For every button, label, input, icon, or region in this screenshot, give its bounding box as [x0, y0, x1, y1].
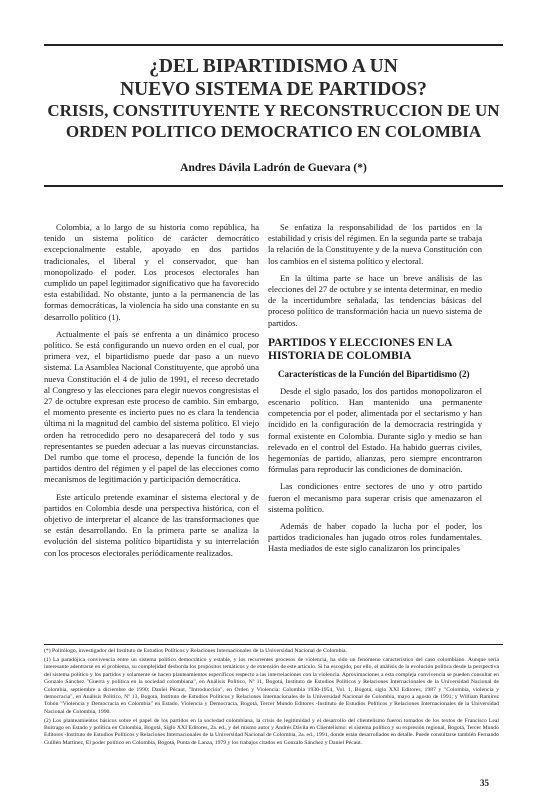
subsection-heading: Características de la Función del Bipartidismo (2): [278, 368, 470, 379]
paragraph: Este artículo pretende examinar el sistema electoral y de partidos en Colombia desde una perspectiva histórica, con el objetivo de interpretar el alcance de las transformaciones que se están desarrollando. En la primera parte se analiza la evolución del sistema político bipartidista y su interrelación con los procesos electorales periódicamente realizados.: [44, 491, 259, 558]
author-rule: [44, 185, 503, 187]
footnote-rule: [44, 644, 503, 645]
section-heading: PARTIDOS Y ELECCIONES EN LA HISTORIA DE COLOMBIA: [268, 336, 452, 362]
footnote-2: (2) Los planteamientos básicos sobre el papel de los partidos en la sociedad colombiana, la crisis de legitimidad y el desarrollo del clientelismo fueron tomados de los textos de Francisco Leal Buitrago en Estado y política en Colombia, Bogotá, Siglo XXI Editores, 2a. ed., y del mismo autor y Andrés Dávila en Clientelismo: el sistema político y su expresión regional, Bogotá, Tercer Mundo Editores -Instituto de Estudios Políticos y Relaciones Internacionales de la Universidad Nacional de Colombia, 2a. ed., 1991, donde están desarrollados en detalle. Puede consultarse también Fernando Guillén Martínez, El poder político en Colombia, Bogotá, Punta de Lanza, 1979 y los trabajos citados en Gonzalo Sánchez y Daniel Pécaut.: [44, 717, 499, 746]
subtitle-line-1: CRISIS, CONSTITUYENTE Y RECONSTRUCCION DE UN: [47, 101, 500, 120]
paragraph: Se enfatiza la responsabilidad de los partidos en la estabilidad y crisis del régimen. En la segunda parte se trabaja la relación de la Constituyente y de la nueva Constitución con los cambios en el sistema político y electoral.: [268, 222, 482, 266]
paragraph: Colombia, a lo largo de su historia como república, ha tenido un sistema político de carácter democrático excepcionalmente estable, apoyado en dos partidos tradicionales, el liberal y el conservador, que han monopolizado el poder. Los procesos electorales han cumplido un papel legitimador significativo que ha favorecido esta estabilidad. No obstante, junto a la permanencia de las formas democráticas, la violencia ha sido una constante en su desarrollo político (1).: [44, 222, 259, 322]
paragraph: Además de haber copado la lucha por el poder, los partidos tradicionales han jugado otros roles fundamentales. Hasta mediados de este siglo canalizaron los principales: [268, 521, 482, 554]
article-title: [44, 55, 503, 101]
paragraph: Desde el siglo pasado, los dos partidos monopolizaron el escenario político. Han mantenido una permanente competencia por el poder, alimentada por el sectarismo y han incidido en la configuración de la democracia restringida y formal existente en Colombia. Durante siglo y medio se han relevado en el control del Estado. Ha habido guerras civiles, hegemonías de partido, alianzas, pero siempre encontraron fórmulas para reproducir las condiciones de dominación.: [268, 385, 482, 475]
page-number: 35: [480, 778, 489, 788]
top-rule: [44, 44, 503, 46]
paragraph: Las condiciones entre sectores de uno y otro partido fueron el mecanismo para superar crisis que amenazaron el sistema político.: [268, 481, 482, 514]
title-line-2: NUEVO SISTEMA DE PARTIDOS?: [120, 79, 427, 100]
author-name: Andres Dávila Ladrón de Guevara (*): [180, 162, 367, 174]
footnotes: [44, 648, 499, 749]
left-column: [44, 222, 259, 565]
footnote-1: (1) La paradójica convivencia entre un sistema político democrático y estable, y los recurrentes procesos de violencia, ha sido un fenómeno característico del caso colombiano. Aunque sería interesante adentrarse en el problema, su complejidad desborda los propósitos temáticos y de extensión de este artículo. Si ha escogido, por ello, el análisis de la evolución política desde la perspectiva del sistema político y los partidos y solamente se hacen planteamientos específicos respecto a las interrelaciones con la violencia. Aproximaciones a esta compleja convivencia se pueden consultar en Gonzalo Sánchez "Guerra y política en la sociedad colombiana", en Análisis Político, Nº 11, Bogotá, Instituto de Estudios Políticos y Relaciones Internacionales de la Universidad Nacional de Colombia, septiembre a diciembre de 1990; Daniel Pécaut, "Introducción", en Orden y Violencia: Colombia 1930-1954, Vol. 1, Bogotá, siglo XXI Editores, 1987 y "Colombia, violencia y democracia", en Análisis Político, Nº 13, Bogotá, Instituto de Estudios Políticos y Relaciones Internacionales de la Universidad Nacional de Colombia, mayo a agosto de 1991; y William Ramírez Tobón "Violencia y Democracia en Colombia" en Estado, Violencia y Democracia, Bogotá, Tercer Mundo Editores -Instituto de Estudios Políticos y Relaciones Internacionales de la Universidad Nacional de Colombia, 1990.: [44, 656, 499, 715]
paragraph: En la última parte se hace un breve análisis de las elecciones del 27 de octubre y se intenta determinar, en medio de la incertidumbre señalada, las tendencias básicas del proceso político de transformación hacia un nuevo sistema de partidos.: [268, 272, 482, 328]
right-column: [268, 222, 482, 561]
article-subtitle: [44, 100, 503, 142]
subtitle-line-2: ORDEN POLITICO DEMOCRATICO EN COLOMBIA: [65, 122, 482, 141]
footnote-author: (*) Politólogo, investigador del Instituto de Estudios Políticos y Relaciones Internacionales de la Universidad Nacional de Colombia.: [44, 648, 347, 654]
paragraph: Actualmente el país se enfrenta a un dinámico proceso político. Se está configurando un nuevo orden en el cual, por primera vez, el bipartidismo puede dar paso a un nuevo sistema. La Asamblea Nacional Constituyente, que aprobó una nueva Constitución el 4 de julio de 1991, el receso decretado al Congreso y las elecciones para elegir nuevos congresistas el 27 de octubre expresan este proceso de cambio. Sin embargo, el momento presente es incierto pues no es clara la tendencia última ni la magnitud del cambio del sistema político. El viejo orden ha retrocedido pero no desaparecerá del todo y sus representantes se pueden adecuar a las nuevas circunstancias. Del rumbo que tome el proceso, depende la función de los partidos dentro del régimen y el papel de las elecciones como mecanismos de legitimación y participación democrática.: [44, 328, 259, 485]
title-line-1: ¿DEL BIPARTIDISMO A UN: [149, 56, 398, 77]
